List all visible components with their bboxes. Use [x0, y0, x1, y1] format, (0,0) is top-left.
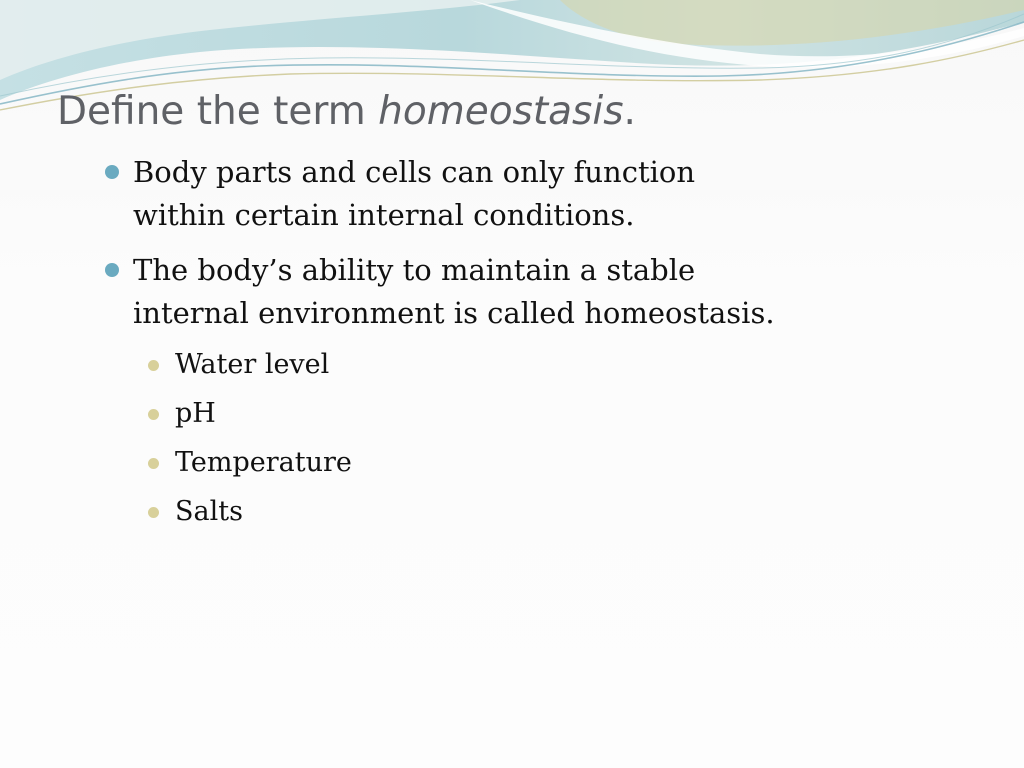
- sub-bullet-dot-icon: [148, 409, 159, 420]
- bullet-dot-icon: [105, 263, 119, 277]
- title-suffix: .: [623, 89, 636, 134]
- title-emphasis: homeostasis: [378, 89, 624, 134]
- sub-bullet-dot-icon: [148, 507, 159, 518]
- sub-bullet-dot-icon: [148, 458, 159, 469]
- sub-bullet-salts: Salts: [175, 496, 243, 527]
- bullet-1-line-1: Body parts and cells can only function: [133, 155, 696, 189]
- bullet-1-line-2: within certain internal conditions.: [133, 198, 635, 232]
- sub-bullet-temperature: Temperature: [175, 447, 352, 478]
- bullet-2-line-2: internal environment is called homeostasis.: [133, 296, 775, 330]
- bullet-dot-icon: [105, 165, 119, 179]
- sub-bullet-water-level: Water level: [175, 349, 330, 380]
- bullet-2-line-1: The body’s ability to maintain a stable: [133, 253, 696, 287]
- sub-bullet-dot-icon: [148, 360, 159, 371]
- title-prefix: Define the term: [57, 89, 379, 134]
- sub-bullet-ph: pH: [175, 398, 216, 429]
